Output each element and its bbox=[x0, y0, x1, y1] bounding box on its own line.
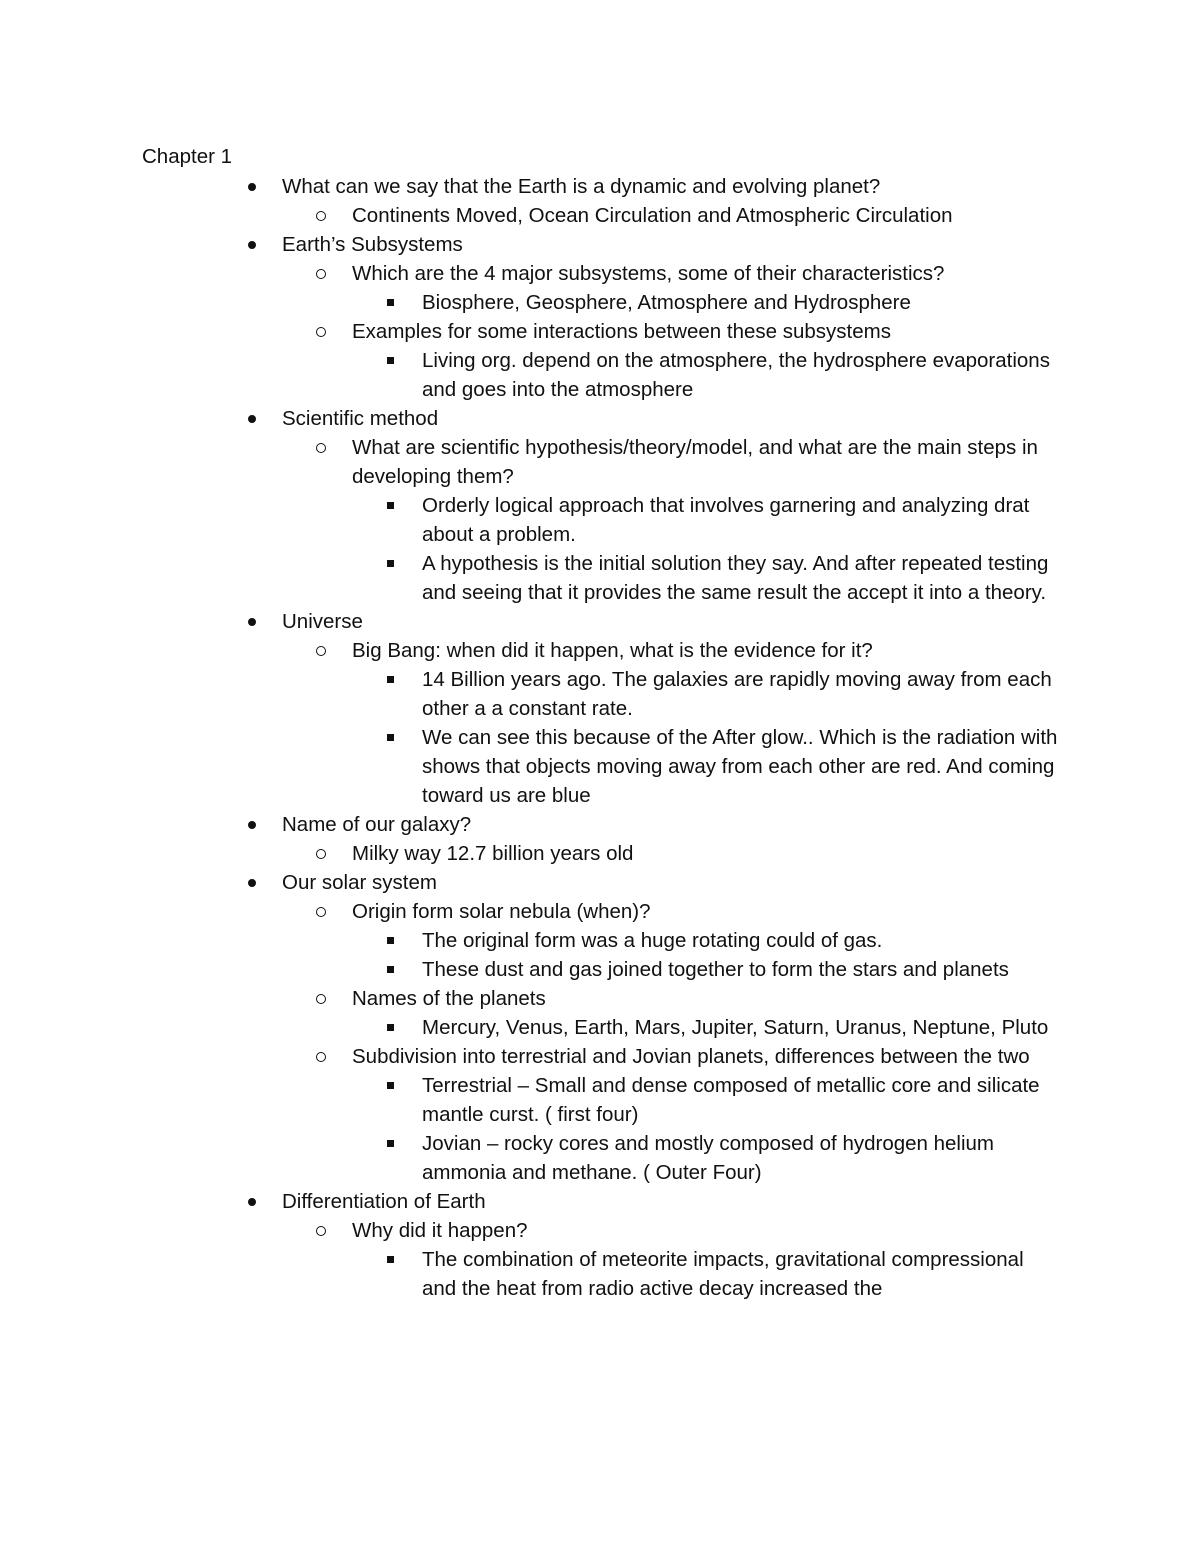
point-list bbox=[352, 665, 1062, 810]
outline-point bbox=[352, 723, 1062, 810]
subtopic-text: Names of the planets bbox=[352, 987, 546, 1010]
point-text: The combination of meteorite impacts, gravitational compressional and the heat from radio active decay increased the bbox=[422, 1248, 1024, 1300]
outline-subtopic bbox=[282, 201, 1062, 230]
bullet-square-icon bbox=[387, 357, 394, 364]
bullet-square-icon bbox=[387, 1256, 394, 1263]
point-list bbox=[352, 491, 1062, 607]
point-text: 14 Billion years ago. The galaxies are rapidly moving away from each other a a constant rate. bbox=[422, 668, 1052, 720]
bullet-square-icon bbox=[387, 937, 394, 944]
topic-text: Differentiation of Earth bbox=[282, 1190, 486, 1213]
outline-subtopic bbox=[282, 839, 1062, 868]
outline-subtopic bbox=[282, 897, 1062, 984]
bullet-square-icon bbox=[387, 1140, 394, 1147]
bullet-dot-icon bbox=[248, 618, 256, 626]
point-text: Jovian – rocky cores and mostly composed of hydrogen helium ammonia and methane. ( Outer Four) bbox=[422, 1132, 995, 1184]
point-list bbox=[352, 1013, 1062, 1042]
point-text: Living org. depend on the atmosphere, the hydrosphere evaporations and goes into the atmosphere bbox=[422, 349, 1050, 401]
outline-point bbox=[352, 1129, 1062, 1187]
bullet-circle-icon bbox=[316, 994, 326, 1004]
point-list bbox=[352, 1245, 1062, 1303]
outline-topic bbox=[142, 230, 1062, 404]
subtopic-text: Which are the 4 major subsystems, some of their characteristics? bbox=[352, 262, 945, 285]
bullet-circle-icon bbox=[316, 907, 326, 917]
bullet-square-icon bbox=[387, 676, 394, 683]
outline-subtopic bbox=[282, 984, 1062, 1042]
topic-text: Universe bbox=[282, 610, 363, 633]
point-list bbox=[352, 346, 1062, 404]
bullet-dot-icon bbox=[248, 183, 256, 191]
outline-point bbox=[352, 346, 1062, 404]
point-text: Orderly logical approach that involves garnering and analyzing drat about a problem. bbox=[422, 494, 1030, 546]
bullet-square-icon bbox=[387, 734, 394, 741]
outline-point bbox=[352, 549, 1062, 607]
outline-topic bbox=[142, 810, 1062, 868]
subtopic-text: Examples for some interactions between these subsystems bbox=[352, 320, 891, 343]
subtopic-text: Milky way 12.7 billion years old bbox=[352, 842, 634, 865]
outline-point bbox=[352, 955, 1062, 984]
outline-subtopic bbox=[282, 433, 1062, 607]
bullet-circle-icon bbox=[316, 443, 326, 453]
subtopic-list bbox=[282, 433, 1062, 607]
outline-subtopic bbox=[282, 1216, 1062, 1303]
subtopic-text: Subdivision into terrestrial and Jovian planets, differences between the two bbox=[352, 1045, 1030, 1068]
outline-topic bbox=[142, 404, 1062, 607]
bullet-circle-icon bbox=[316, 1052, 326, 1062]
outline-point bbox=[352, 1071, 1062, 1129]
outline-topic bbox=[142, 868, 1062, 1187]
subtopic-text: Why did it happen? bbox=[352, 1219, 528, 1242]
outline-topic bbox=[142, 172, 1062, 230]
bullet-circle-icon bbox=[316, 269, 326, 279]
bullet-square-icon bbox=[387, 1082, 394, 1089]
subtopic-text: Big Bang: when did it happen, what is the evidence for it? bbox=[352, 639, 873, 662]
bullet-circle-icon bbox=[316, 646, 326, 656]
topic-text: Our solar system bbox=[282, 871, 437, 894]
bullet-dot-icon bbox=[248, 879, 256, 887]
chapter-title: Chapter 1 bbox=[142, 145, 233, 168]
outline-point bbox=[352, 1013, 1062, 1042]
point-list bbox=[352, 926, 1062, 984]
outline-topic bbox=[142, 607, 1062, 810]
bullet-circle-icon bbox=[316, 211, 326, 221]
point-text: Mercury, Venus, Earth, Mars, Jupiter, Saturn, Uranus, Neptune, Pluto bbox=[422, 1016, 1049, 1039]
bullet-circle-icon bbox=[316, 849, 326, 859]
topic-text: Scientific method bbox=[282, 407, 439, 430]
bullet-square-icon bbox=[387, 1024, 394, 1031]
subtopic-list bbox=[282, 897, 1062, 1187]
bullet-square-icon bbox=[387, 560, 394, 567]
outline-list bbox=[142, 172, 1062, 1303]
outline-point bbox=[352, 1245, 1062, 1303]
bullet-circle-icon bbox=[316, 327, 326, 337]
bullet-square-icon bbox=[387, 966, 394, 973]
bullet-dot-icon bbox=[248, 821, 256, 829]
outline-point bbox=[352, 665, 1062, 723]
outline-subtopic bbox=[282, 259, 1062, 317]
point-text: We can see this because of the After glow.. Which is the radiation with shows that objects moving away from each other are red. And coming toward us are blue bbox=[422, 726, 1058, 807]
point-text: Terrestrial – Small and dense composed of metallic core and silicate mantle curst. ( first four) bbox=[422, 1074, 1040, 1126]
outline-point bbox=[352, 491, 1062, 549]
subtopic-text: Continents Moved, Ocean Circulation and Atmospheric Circulation bbox=[352, 204, 953, 227]
subtopic-text: What are scientific hypothesis/theory/model, and what are the main steps in developing them? bbox=[352, 436, 1038, 488]
point-text: The original form was a huge rotating could of gas. bbox=[422, 929, 883, 952]
point-text: Biosphere, Geosphere, Atmosphere and Hydrosphere bbox=[422, 291, 911, 314]
topic-text: What can we say that the Earth is a dynamic and evolving planet? bbox=[282, 175, 881, 198]
document-body bbox=[142, 141, 1062, 1303]
point-list bbox=[352, 288, 1062, 317]
topic-text: Name of our galaxy? bbox=[282, 813, 472, 836]
bullet-dot-icon bbox=[248, 241, 256, 249]
outline-topic bbox=[142, 1187, 1062, 1303]
outline-subtopic bbox=[282, 317, 1062, 404]
bullet-square-icon bbox=[387, 502, 394, 509]
bullet-square-icon bbox=[387, 299, 394, 306]
subtopic-list bbox=[282, 201, 1062, 230]
outline-subtopic bbox=[282, 636, 1062, 810]
bullet-circle-icon bbox=[316, 1226, 326, 1236]
subtopic-list bbox=[282, 636, 1062, 810]
bullet-dot-icon bbox=[248, 415, 256, 423]
point-text: These dust and gas joined together to form the stars and planets bbox=[422, 958, 1009, 981]
outline-point bbox=[352, 926, 1062, 955]
outline-point bbox=[352, 288, 1062, 317]
bullet-dot-icon bbox=[248, 1198, 256, 1206]
subtopic-list bbox=[282, 839, 1062, 868]
subtopic-list bbox=[282, 259, 1062, 404]
point-list bbox=[352, 1071, 1062, 1187]
subtopic-text: Origin form solar nebula (when)? bbox=[352, 900, 651, 923]
subtopic-list bbox=[282, 1216, 1062, 1303]
topic-text: Earth’s Subsystems bbox=[282, 233, 463, 256]
point-text: A hypothesis is the initial solution they say. And after repeated testing and seeing that it provides the same result the accept it into a theory. bbox=[422, 552, 1049, 604]
outline-subtopic bbox=[282, 1042, 1062, 1187]
